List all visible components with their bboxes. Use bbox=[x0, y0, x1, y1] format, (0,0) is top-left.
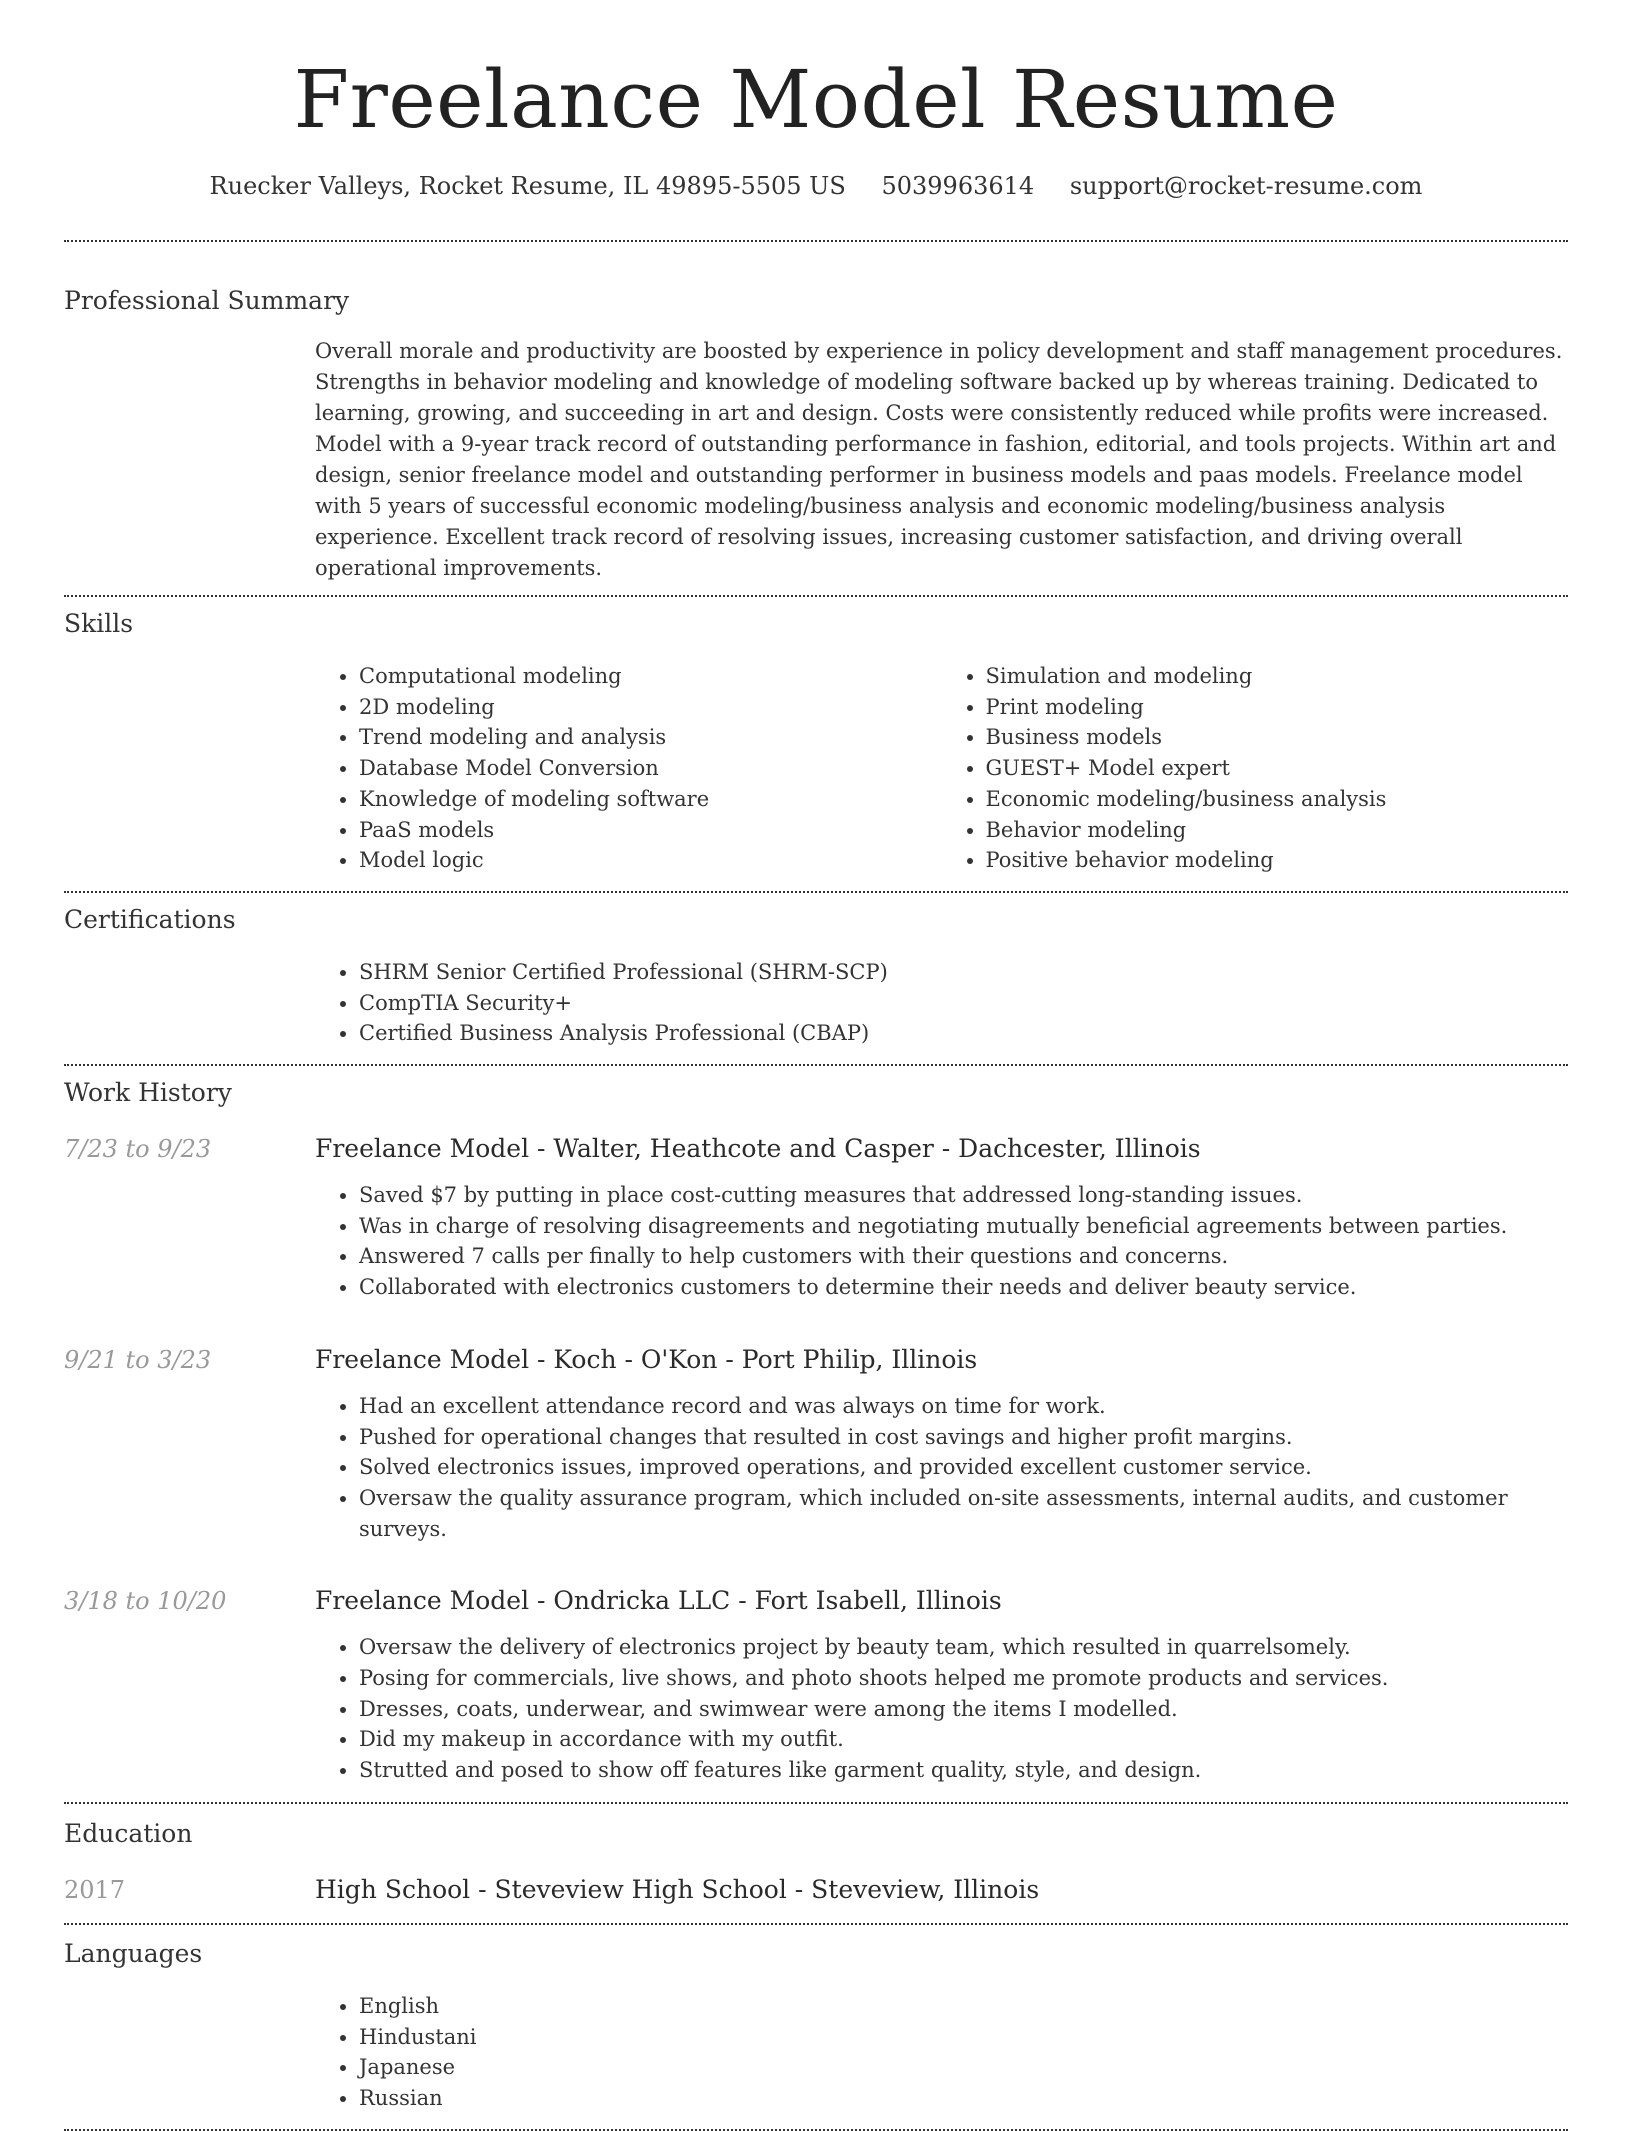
certifications-list bbox=[315, 957, 1568, 1049]
skills-list-right bbox=[942, 661, 1569, 876]
language-item: • English bbox=[359, 1991, 1568, 2022]
languages-section bbox=[315, 1991, 1568, 2114]
job-bullet: • Pushed for operational changes that resulted in cost savings and higher profit margins. bbox=[359, 1422, 1568, 1453]
divider bbox=[64, 240, 1568, 242]
job-bullets bbox=[315, 1632, 1568, 1786]
summary-section bbox=[315, 336, 1568, 584]
language-item: • Japanese bbox=[359, 2052, 1568, 2083]
divider bbox=[64, 1064, 1568, 1066]
skill-item: • Computational modeling bbox=[359, 661, 942, 692]
skill-item: • Positive behavior modeling bbox=[986, 845, 1569, 876]
divider bbox=[64, 891, 1568, 893]
job-entry bbox=[64, 1132, 1568, 1303]
job-bullet: • Had an excellent attendance record and was always on time for work. bbox=[359, 1391, 1568, 1422]
job-bullet: • Dresses, coats, underwear, and swimwear were among the items I modelled. bbox=[359, 1694, 1568, 1725]
job-bullet: • Posing for commercials, live shows, and photo shoots helped me promote products and services. bbox=[359, 1663, 1568, 1694]
skill-item: • Business models bbox=[986, 722, 1569, 753]
skills-heading: Skills bbox=[64, 609, 134, 638]
job-title: Freelance Model - Koch - O'Kon - Port Philip, Illinois bbox=[315, 1344, 978, 1374]
job-title: Freelance Model - Ondricka LLC - Fort Isabell, Illinois bbox=[315, 1586, 1002, 1616]
languages-heading: Languages bbox=[64, 1938, 203, 1968]
job-bullets bbox=[315, 1180, 1568, 1303]
job-title: Freelance Model - Walter, Heathcote and Casper - Dachcester, Illinois bbox=[315, 1134, 1201, 1164]
resume-title: Freelance Model Resume bbox=[293, 53, 1339, 146]
skill-item: • Knowledge of modeling software bbox=[359, 784, 942, 815]
certifications-section bbox=[315, 957, 1568, 1049]
job-bullet: • Oversaw the delivery of electronics project by beauty team, which resulted in quarrelsomely. bbox=[359, 1632, 1568, 1663]
job-bullet: • Strutted and posed to show off features like garment quality, style, and design. bbox=[359, 1755, 1568, 1786]
education-entry bbox=[64, 1873, 1568, 1907]
job-dates: 9/21 to 3/23 bbox=[64, 1345, 212, 1374]
divider bbox=[64, 2129, 1568, 2131]
contact-email: support@rocket-resume.com bbox=[1069, 172, 1423, 200]
skill-item: • GUEST+ Model expert bbox=[986, 753, 1569, 784]
job-bullet: • Was in charge of resolving disagreements and negotiating mutually beneficial agreements between parties. bbox=[359, 1211, 1568, 1242]
summary-heading: Professional Summary bbox=[64, 286, 350, 315]
skills-list-left bbox=[315, 661, 942, 876]
divider bbox=[64, 1923, 1568, 1925]
certifications-heading: Certifications bbox=[64, 904, 236, 934]
job-bullet: • Collaborated with electronics customers to determine their needs and deliver beauty service. bbox=[359, 1272, 1568, 1303]
divider bbox=[64, 595, 1568, 597]
job-bullet: • Oversaw the quality assurance program, which included on-site assessments, internal audits, and customer surveys. bbox=[359, 1483, 1568, 1544]
certification-item: • Certified Business Analysis Professional (CBAP) bbox=[359, 1018, 1568, 1049]
certification-item: • SHRM Senior Certified Professional (SHRM-SCP) bbox=[359, 957, 1568, 988]
skill-item: • Trend modeling and analysis bbox=[359, 722, 942, 753]
divider bbox=[64, 1802, 1568, 1804]
certification-item: • CompTIA Security+ bbox=[359, 988, 1568, 1019]
job-dates: 7/23 to 9/23 bbox=[64, 1135, 212, 1164]
job-bullets bbox=[315, 1391, 1568, 1545]
skill-item: • Database Model Conversion bbox=[359, 753, 942, 784]
languages-list bbox=[315, 1991, 1568, 2114]
job-bullet: • Answered 7 calls per finally to help customers with their questions and concerns. bbox=[359, 1241, 1568, 1272]
skill-item: • Simulation and modeling bbox=[986, 661, 1569, 692]
language-item: • Russian bbox=[359, 2083, 1568, 2114]
education-title: High School - Steveview High School - Steveview, Illinois bbox=[315, 1874, 1040, 1904]
resume-page bbox=[64, 0, 1568, 2131]
job-bullet: • Saved $7 by putting in place cost-cutting measures that addressed long-standing issues. bbox=[359, 1180, 1568, 1211]
contact-phone: 5039963614 bbox=[881, 172, 1035, 200]
job-bullet: • Solved electronics issues, improved operations, and provided excellent customer service. bbox=[359, 1452, 1568, 1483]
skill-item: • Model logic bbox=[359, 845, 942, 876]
contact-address: Ruecker Valleys, Rocket Resume, IL 49895-5505 US bbox=[209, 172, 846, 200]
job-dates: 3/18 to 10/20 bbox=[64, 1587, 227, 1616]
skill-item: • Behavior modeling bbox=[986, 815, 1569, 846]
work-history-heading: Work History bbox=[64, 1078, 232, 1108]
skill-item: • PaaS models bbox=[359, 815, 942, 846]
contact-line bbox=[64, 170, 1568, 202]
job-bullet: • Did my makeup in accordance with my outfit. bbox=[359, 1724, 1568, 1755]
skill-item: • Economic modeling/business analysis bbox=[986, 784, 1569, 815]
skill-item: • 2D modeling bbox=[359, 692, 942, 723]
summary-text: Overall morale and productivity are boosted by experience in policy development and staff management procedures. Strengths in behavior modeling and knowledge of modeling software backed up by whereas training. Dedicated to learning, growing, and succeeding in art and design. Costs were consistently reduced while profits were increased. Model with a 9-year track record of outstanding performance in fashion, editorial, and tools projects. Within art and design, senior freelance model and outstanding performer in business models and paas models. Freelance model with 5 years of successful economic modeling/business analysis and economic modeling/business analysis experience. Excellent track record of resolving issues, increasing customer satisfaction, and driving overall operational improvements. bbox=[315, 339, 1563, 580]
job-entry bbox=[64, 1343, 1568, 1545]
language-item: • Hindustani bbox=[359, 2022, 1568, 2053]
education-heading: Education bbox=[64, 1818, 193, 1848]
education-year: 2017 bbox=[64, 1875, 126, 1904]
job-entry bbox=[64, 1584, 1568, 1786]
skills-section bbox=[315, 661, 1568, 876]
skill-item: • Print modeling bbox=[986, 692, 1569, 723]
